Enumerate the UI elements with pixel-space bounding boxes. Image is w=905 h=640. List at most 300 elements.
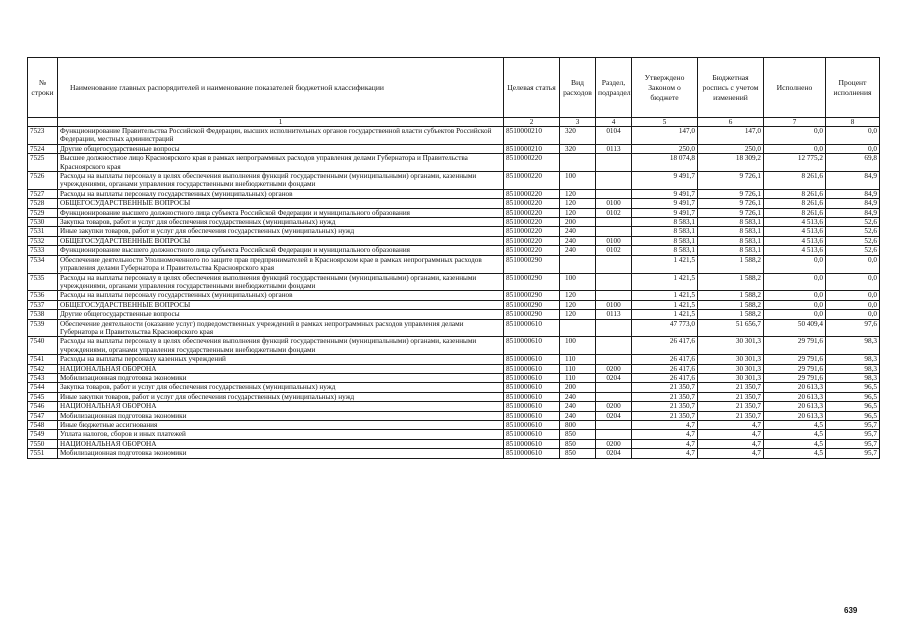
section (596, 392, 632, 401)
table-row (28, 273, 880, 291)
executed-amount: 0,0 (764, 255, 826, 273)
executed-amount: 4 513,6 (764, 218, 826, 227)
table-row (28, 411, 880, 420)
column-number: 7 (764, 118, 826, 127)
target-article: 8510000210 (504, 127, 560, 145)
approved-amount: 21 350,7 (632, 383, 698, 392)
approved-amount: 21 350,7 (632, 411, 698, 420)
section: 0204 (596, 449, 632, 458)
row-number: 7544 (28, 383, 58, 392)
executed-amount: 8 261,6 (764, 172, 826, 190)
col-header-expense-type: Вид расходов (560, 58, 596, 118)
budget-schedule-amount: 9 726,1 (698, 189, 764, 198)
target-article: 8510000220 (504, 189, 560, 198)
execution-percent: 0,0 (826, 273, 880, 291)
row-name: НАЦИОНАЛЬНАЯ ОБОРОНА (58, 364, 504, 373)
column-number: 1 (58, 118, 504, 127)
column-number: 2 (504, 118, 560, 127)
execution-percent: 95,7 (826, 449, 880, 458)
target-article: 8510000220 (504, 154, 560, 172)
expense-type: 120 (560, 310, 596, 319)
row-name: Функционирование Правительства Российской Федерации, высших исполнительных органов государственной власти субъектов Российской Федерации, местных администраций (58, 127, 504, 145)
row-number: 7534 (28, 255, 58, 273)
section: 0102 (596, 246, 632, 255)
budget-schedule-amount: 9 726,1 (698, 199, 764, 208)
target-article: 8510000610 (504, 364, 560, 373)
section: 0204 (596, 373, 632, 382)
row-name: ОБЩЕГОСУДАРСТВЕННЫЕ ВОПРОСЫ (58, 300, 504, 309)
section: 0200 (596, 364, 632, 373)
target-article: 8510000610 (504, 430, 560, 439)
col-header-executed: Исполнено (764, 58, 826, 118)
row-number: 7547 (28, 411, 58, 420)
col-header-target-article: Целевая статья (504, 58, 560, 118)
approved-amount: 9 491,7 (632, 199, 698, 208)
execution-percent: 96,5 (826, 402, 880, 411)
budget-schedule-amount: 1 588,2 (698, 300, 764, 309)
executed-amount: 29 791,6 (764, 364, 826, 373)
budget-schedule-amount: 1 588,2 (698, 310, 764, 319)
row-name: НАЦИОНАЛЬНАЯ ОБОРОНА (58, 402, 504, 411)
row-number: 7545 (28, 392, 58, 401)
row-number: 7539 (28, 319, 58, 337)
table-row (28, 402, 880, 411)
row-name: Мобилизационная подготовка экономики (58, 373, 504, 382)
column-number: 3 (560, 118, 596, 127)
target-article: 8510000610 (504, 392, 560, 401)
budget-schedule-amount: 4,7 (698, 430, 764, 439)
budget-schedule-amount: 30 301,3 (698, 337, 764, 355)
executed-amount: 0,0 (764, 144, 826, 153)
execution-percent: 52,6 (826, 236, 880, 245)
row-name: Закупка товаров, работ и услуг для обеспечения государственных (муниципальных) нужд (58, 218, 504, 227)
row-number: 7548 (28, 421, 58, 430)
target-article: 8510000610 (504, 411, 560, 420)
executed-amount: 8 261,6 (764, 199, 826, 208)
execution-percent: 52,6 (826, 227, 880, 236)
budget-schedule-amount: 4,7 (698, 439, 764, 448)
approved-amount: 8 583,1 (632, 227, 698, 236)
executed-amount: 0,0 (764, 273, 826, 291)
target-article: 8510000290 (504, 300, 560, 309)
budget-schedule-amount: 8 583,1 (698, 236, 764, 245)
row-number: 7546 (28, 402, 58, 411)
section: 0100 (596, 236, 632, 245)
approved-amount: 4,7 (632, 421, 698, 430)
row-name: Другие общегосударственные вопросы (58, 144, 504, 153)
row-name: Другие общегосударственные вопросы (58, 310, 504, 319)
executed-amount: 4 513,6 (764, 227, 826, 236)
table-row (28, 449, 880, 458)
column-number (28, 118, 58, 127)
table-row (28, 144, 880, 153)
section (596, 255, 632, 273)
target-article: 8510000220 (504, 236, 560, 245)
executed-amount: 4 513,6 (764, 236, 826, 245)
execution-percent: 0,0 (826, 127, 880, 145)
row-name: Расходы на выплаты персоналу казенных учреждений (58, 355, 504, 364)
approved-amount: 1 421,5 (632, 310, 698, 319)
table-row (28, 337, 880, 355)
target-article: 8510000210 (504, 144, 560, 153)
approved-amount: 1 421,5 (632, 291, 698, 300)
row-name: Уплата налогов, сборов и иных платежей (58, 430, 504, 439)
budget-schedule-amount: 250,0 (698, 144, 764, 153)
expense-type: 240 (560, 246, 596, 255)
execution-percent: 98,3 (826, 373, 880, 382)
row-name: ОБЩЕГОСУДАРСТВЕННЫЕ ВОПРОСЫ (58, 236, 504, 245)
expense-type: 110 (560, 364, 596, 373)
expense-type: 800 (560, 421, 596, 430)
target-article: 8510000610 (504, 319, 560, 337)
approved-amount: 18 074,8 (632, 154, 698, 172)
row-number: 7535 (28, 273, 58, 291)
row-number: 7524 (28, 144, 58, 153)
execution-percent: 95,7 (826, 421, 880, 430)
expense-type: 850 (560, 439, 596, 448)
table-row (28, 218, 880, 227)
target-article: 8510000290 (504, 291, 560, 300)
budget-schedule-amount: 21 350,7 (698, 402, 764, 411)
target-article: 8510000290 (504, 255, 560, 273)
section (596, 172, 632, 190)
col-header-budget-schedule: Бюджетная роспись с учетом изменений (698, 58, 764, 118)
expense-type (560, 154, 596, 172)
executed-amount: 29 791,6 (764, 373, 826, 382)
execution-percent: 96,5 (826, 411, 880, 420)
execution-percent: 0,0 (826, 310, 880, 319)
section: 0100 (596, 199, 632, 208)
row-number: 7549 (28, 430, 58, 439)
table-row (28, 373, 880, 382)
execution-percent: 95,7 (826, 430, 880, 439)
approved-amount: 47 773,0 (632, 319, 698, 337)
row-name: Обеспечение деятельности (оказание услуг) подведомственных учреждений в рамках непрограммных расходов управления делами Губернатора и Правительства Красноярского края (58, 319, 504, 337)
approved-amount: 4,7 (632, 439, 698, 448)
row-name: НАЦИОНАЛЬНАЯ ОБОРОНА (58, 439, 504, 448)
row-number: 7531 (28, 227, 58, 236)
section: 0204 (596, 411, 632, 420)
target-article: 8510000610 (504, 355, 560, 364)
section (596, 154, 632, 172)
target-article: 8510000610 (504, 439, 560, 448)
budget-schedule-amount: 21 350,7 (698, 411, 764, 420)
budget-schedule-amount: 1 588,2 (698, 291, 764, 300)
section: 0113 (596, 310, 632, 319)
approved-amount: 21 350,7 (632, 392, 698, 401)
column-number: 5 (632, 118, 698, 127)
table-row (28, 430, 880, 439)
approved-amount: 26 417,6 (632, 337, 698, 355)
approved-amount: 4,7 (632, 449, 698, 458)
section: 0200 (596, 439, 632, 448)
row-name: ОБЩЕГОСУДАРСТВЕННЫЕ ВОПРОСЫ (58, 199, 504, 208)
table-row (28, 199, 880, 208)
table-row (28, 236, 880, 245)
execution-percent: 97,6 (826, 319, 880, 337)
section (596, 227, 632, 236)
table-row (28, 189, 880, 198)
executed-amount: 0,0 (764, 300, 826, 309)
row-name: Расходы на выплаты персоналу в целях обеспечения выполнения функций государственными (муниципальными) органами, казенными учреждениями, органами управления государственными внебюджетными фондами (58, 172, 504, 190)
row-name: Обеспечение деятельности Уполномоченного по защите прав предпринимателей в Красноярском крае в рамках непрограммных расходов управления делами Губернатора и Правительства Красноярского края (58, 255, 504, 273)
row-name: Закупка товаров, работ и услуг для обеспечения государственных (муниципальных) нужд (58, 383, 504, 392)
table-row (28, 208, 880, 217)
approved-amount: 4,7 (632, 430, 698, 439)
row-number: 7528 (28, 199, 58, 208)
table-row (28, 310, 880, 319)
row-number: 7532 (28, 236, 58, 245)
row-number: 7533 (28, 246, 58, 255)
execution-percent: 98,3 (826, 355, 880, 364)
executed-amount: 20 613,3 (764, 402, 826, 411)
expense-type (560, 319, 596, 337)
expense-type: 320 (560, 144, 596, 153)
executed-amount: 8 261,6 (764, 189, 826, 198)
budget-schedule-amount: 9 726,1 (698, 208, 764, 217)
row-name: Мобилизационная подготовка экономики (58, 449, 504, 458)
section (596, 337, 632, 355)
row-name: Расходы на выплаты персоналу государственных (муниципальных) органов (58, 291, 504, 300)
table-row (28, 255, 880, 273)
expense-type: 100 (560, 337, 596, 355)
target-article: 8510000220 (504, 218, 560, 227)
target-article: 8510000220 (504, 208, 560, 217)
table-row (28, 300, 880, 309)
approved-amount: 1 421,5 (632, 300, 698, 309)
table-row (28, 154, 880, 172)
execution-percent: 84,9 (826, 189, 880, 198)
row-name: Расходы на выплаты персоналу государственных (муниципальных) органов (58, 189, 504, 198)
expense-type: 200 (560, 218, 596, 227)
approved-amount: 26 417,6 (632, 373, 698, 382)
section (596, 319, 632, 337)
execution-percent: 84,9 (826, 208, 880, 217)
execution-percent: 52,6 (826, 246, 880, 255)
section (596, 273, 632, 291)
execution-percent: 84,9 (826, 172, 880, 190)
expense-type: 320 (560, 127, 596, 145)
target-article: 8510000220 (504, 199, 560, 208)
table-row (28, 172, 880, 190)
target-article: 8510000290 (504, 273, 560, 291)
execution-percent: 52,6 (826, 218, 880, 227)
section (596, 355, 632, 364)
col-header-approved: Утверждено Законом о бюджете (632, 58, 698, 118)
row-number: 7537 (28, 300, 58, 309)
table-row (28, 392, 880, 401)
approved-amount: 147,0 (632, 127, 698, 145)
row-number: 7540 (28, 337, 58, 355)
row-number: 7536 (28, 291, 58, 300)
expense-type: 120 (560, 189, 596, 198)
budget-schedule-amount: 147,0 (698, 127, 764, 145)
executed-amount: 12 775,2 (764, 154, 826, 172)
approved-amount: 1 421,5 (632, 255, 698, 273)
row-number: 7523 (28, 127, 58, 145)
expense-type: 100 (560, 172, 596, 190)
executed-amount: 0,0 (764, 127, 826, 145)
expense-type: 850 (560, 449, 596, 458)
table-row (28, 227, 880, 236)
budget-schedule-amount: 9 726,1 (698, 172, 764, 190)
section (596, 218, 632, 227)
row-number: 7543 (28, 373, 58, 382)
col-header-row-number: № строки (28, 58, 58, 118)
header-row (28, 58, 880, 118)
execution-percent: 96,5 (826, 383, 880, 392)
executed-amount: 29 791,6 (764, 355, 826, 364)
table-row (28, 127, 880, 145)
row-name: Иные бюджетные ассигнования (58, 421, 504, 430)
table-row (28, 246, 880, 255)
executed-amount: 4,5 (764, 449, 826, 458)
table-row (28, 355, 880, 364)
expense-type: 100 (560, 273, 596, 291)
approved-amount: 8 583,1 (632, 246, 698, 255)
section: 0104 (596, 127, 632, 145)
execution-percent: 98,3 (826, 337, 880, 355)
row-name: Расходы на выплаты персоналу в целях обеспечения выполнения функций государственными (муниципальными) органами, казенными учреждениями, органами управления государственными внебюджетными фондами (58, 273, 504, 291)
expense-type: 120 (560, 300, 596, 309)
row-name: Расходы на выплаты персоналу в целях обеспечения выполнения функций государственными (муниципальными) органами, казенными учреждениями, органами управления государственными внебюджетными фондами (58, 337, 504, 355)
column-number: 8 (826, 118, 880, 127)
approved-amount: 1 421,5 (632, 273, 698, 291)
expense-type: 850 (560, 430, 596, 439)
row-number: 7526 (28, 172, 58, 190)
execution-percent: 98,3 (826, 364, 880, 373)
section (596, 421, 632, 430)
row-number: 7550 (28, 439, 58, 448)
section: 0200 (596, 402, 632, 411)
expense-type: 110 (560, 355, 596, 364)
budget-schedule-amount: 30 301,3 (698, 355, 764, 364)
table-row (28, 364, 880, 373)
executed-amount: 50 409,4 (764, 319, 826, 337)
executed-amount: 4,5 (764, 421, 826, 430)
execution-percent: 0,0 (826, 300, 880, 309)
budget-schedule-amount: 21 350,7 (698, 392, 764, 401)
budget-schedule-amount: 4,7 (698, 449, 764, 458)
expense-type (560, 255, 596, 273)
row-number: 7541 (28, 355, 58, 364)
table-row (28, 291, 880, 300)
budget-schedule-amount: 18 309,2 (698, 154, 764, 172)
row-number: 7530 (28, 218, 58, 227)
target-article: 8510000610 (504, 449, 560, 458)
execution-percent: 0,0 (826, 291, 880, 300)
execution-percent: 69,8 (826, 154, 880, 172)
table-row (28, 319, 880, 337)
section: 0100 (596, 300, 632, 309)
row-number: 7538 (28, 310, 58, 319)
row-name: Иные закупки товаров, работ и услуг для обеспечения государственных (муниципальных) нужд (58, 227, 504, 236)
approved-amount: 8 583,1 (632, 236, 698, 245)
table-row (28, 383, 880, 392)
executed-amount: 20 613,3 (764, 383, 826, 392)
row-number: 7551 (28, 449, 58, 458)
approved-amount: 250,0 (632, 144, 698, 153)
row-number: 7529 (28, 208, 58, 217)
execution-percent: 84,9 (826, 199, 880, 208)
target-article: 8510000220 (504, 246, 560, 255)
executed-amount: 20 613,3 (764, 411, 826, 420)
target-article: 8510000610 (504, 383, 560, 392)
table-row (28, 439, 880, 448)
executed-amount: 20 613,3 (764, 392, 826, 401)
execution-percent: 95,7 (826, 439, 880, 448)
expense-type: 240 (560, 411, 596, 420)
section (596, 291, 632, 300)
row-number: 7525 (28, 154, 58, 172)
budget-schedule-amount: 4,7 (698, 421, 764, 430)
execution-percent: 96,5 (826, 392, 880, 401)
expense-type: 240 (560, 227, 596, 236)
target-article: 8510000610 (504, 337, 560, 355)
target-article: 8510000220 (504, 172, 560, 190)
budget-schedule-amount: 21 350,7 (698, 383, 764, 392)
target-article: 8510000610 (504, 373, 560, 382)
expense-type: 110 (560, 373, 596, 382)
expense-type: 240 (560, 236, 596, 245)
target-article: 8510000610 (504, 402, 560, 411)
row-number: 7527 (28, 189, 58, 198)
section: 0102 (596, 208, 632, 217)
col-header-section: Раздел, подраздел (596, 58, 632, 118)
execution-percent: 0,0 (826, 255, 880, 273)
budget-schedule-amount: 51 656,7 (698, 319, 764, 337)
target-article: 8510000290 (504, 310, 560, 319)
expense-type: 120 (560, 291, 596, 300)
column-number-row (28, 118, 880, 127)
target-article: 8510000220 (504, 227, 560, 236)
approved-amount: 9 491,7 (632, 172, 698, 190)
approved-amount: 8 583,1 (632, 218, 698, 227)
executed-amount: 0,0 (764, 291, 826, 300)
budget-schedule-amount: 1 588,2 (698, 255, 764, 273)
executed-amount: 8 261,6 (764, 208, 826, 217)
expense-type: 120 (560, 199, 596, 208)
table-body (28, 127, 880, 459)
expense-type: 200 (560, 383, 596, 392)
approved-amount: 21 350,7 (632, 402, 698, 411)
row-name: Функционирование высшего должностного лица субъекта Российской Федерации и муниципального образования (58, 208, 504, 217)
row-name: Иные закупки товаров, работ и услуг для обеспечения государственных (муниципальных) нужд (58, 392, 504, 401)
budget-schedule-amount: 30 301,3 (698, 373, 764, 382)
column-number: 6 (698, 118, 764, 127)
section: 0113 (596, 144, 632, 153)
budget-schedule-amount: 8 583,1 (698, 246, 764, 255)
col-header-name: Наименование главных распорядителей и наименование показателей бюджетной классификации (58, 58, 504, 118)
approved-amount: 9 491,7 (632, 208, 698, 217)
expense-type: 240 (560, 392, 596, 401)
budget-schedule-amount: 30 301,3 (698, 364, 764, 373)
section (596, 383, 632, 392)
page-number: 639 (844, 606, 858, 615)
target-article: 8510000610 (504, 421, 560, 430)
approved-amount: 26 417,6 (632, 355, 698, 364)
executed-amount: 29 791,6 (764, 337, 826, 355)
budget-execution-table (27, 57, 880, 459)
row-number: 7542 (28, 364, 58, 373)
executed-amount: 4 513,6 (764, 246, 826, 255)
table-row (28, 421, 880, 430)
section (596, 189, 632, 198)
column-number: 4 (596, 118, 632, 127)
row-name: Высшее должностное лицо Красноярского края в рамках непрограммных расходов управления делами Губернатора и Правительства Красноярского края (58, 154, 504, 172)
executed-amount: 4,5 (764, 439, 826, 448)
executed-amount: 0,0 (764, 310, 826, 319)
